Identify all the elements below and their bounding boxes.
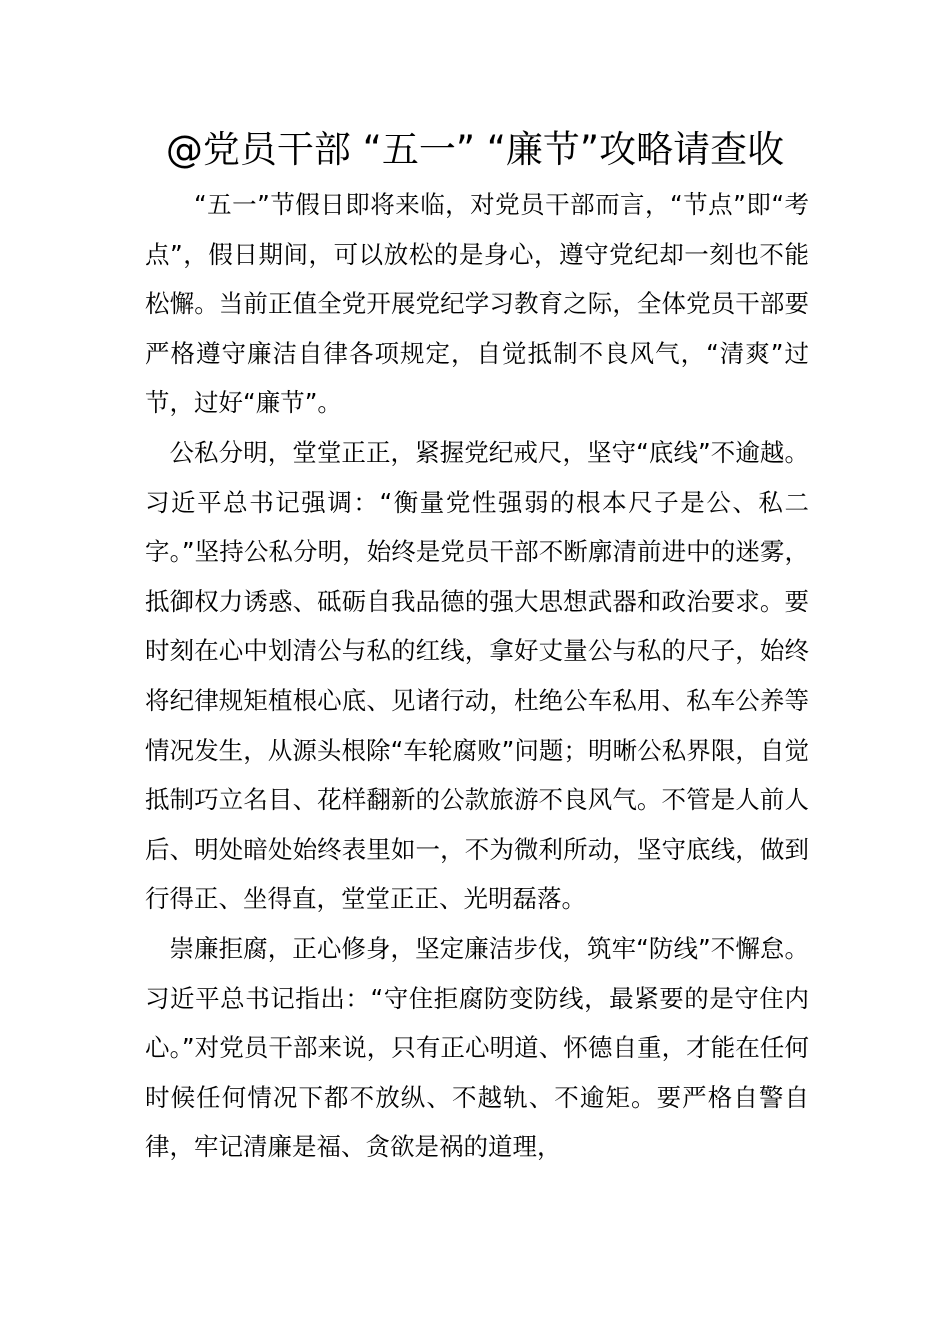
document-body	[145, 180, 809, 1172]
document-title: @党员干部 “五一” “廉节”攻略请查收	[165, 128, 785, 171]
paragraph-public-private: 公私分明，堂堂正正，紧握党纪戒尺，坚守“底线”不逾越。习近平总书记强调：“衡量党性强弱的根本尺子是公、私二字。”坚持公私分明，始终是党员干部不断廓清前进中的迷雾，抵御权力诱惑、砥砺自我品德的强大思想武器和政治要求。要时刻在心中划清公与私的红线，拿好丈量公与私的尺子，始终将纪律规矩植根心底、见诸行动，杜绝公车私用、私车公养等情况发生，从源头根除“车轮腐败”问题；明晰公私界限，自觉抵制巧立名目、花样翻新的公款旅游不良风气。不管是人前人后、明处暗处始终表里如一，不为微利所动，坚守底线，做到行得正、坐得直，堂堂正正、光明磊落。	[145, 437, 809, 914]
paragraph-intro: “五一”节假日即将来临，对党员干部而言，“节点”即“考点”，假日期间，可以放松的是身心，遵守党纪却一刻也不能松懈。当前正值全党开展党纪学习教育之际，全体党员干部要严格遵守廉洁自律各项规定，自觉抵制不良风气，“清爽”过节，过好“廉节”。	[145, 190, 809, 418]
paragraph-integrity: 崇廉拒腐，正心修身，坚定廉洁步伐，筑牢“防线”不懈怠。习近平总书记指出：“守住拒腐防变防线，最紧要的是守住内心。”对党员干部来说，只有正心明道、怀德自重，才能在任何时候任何情况下都不放纵、不越轨、不逾矩。要严格自警自律，牢记清廉是福、贪欲是祸的道理，	[145, 933, 809, 1162]
